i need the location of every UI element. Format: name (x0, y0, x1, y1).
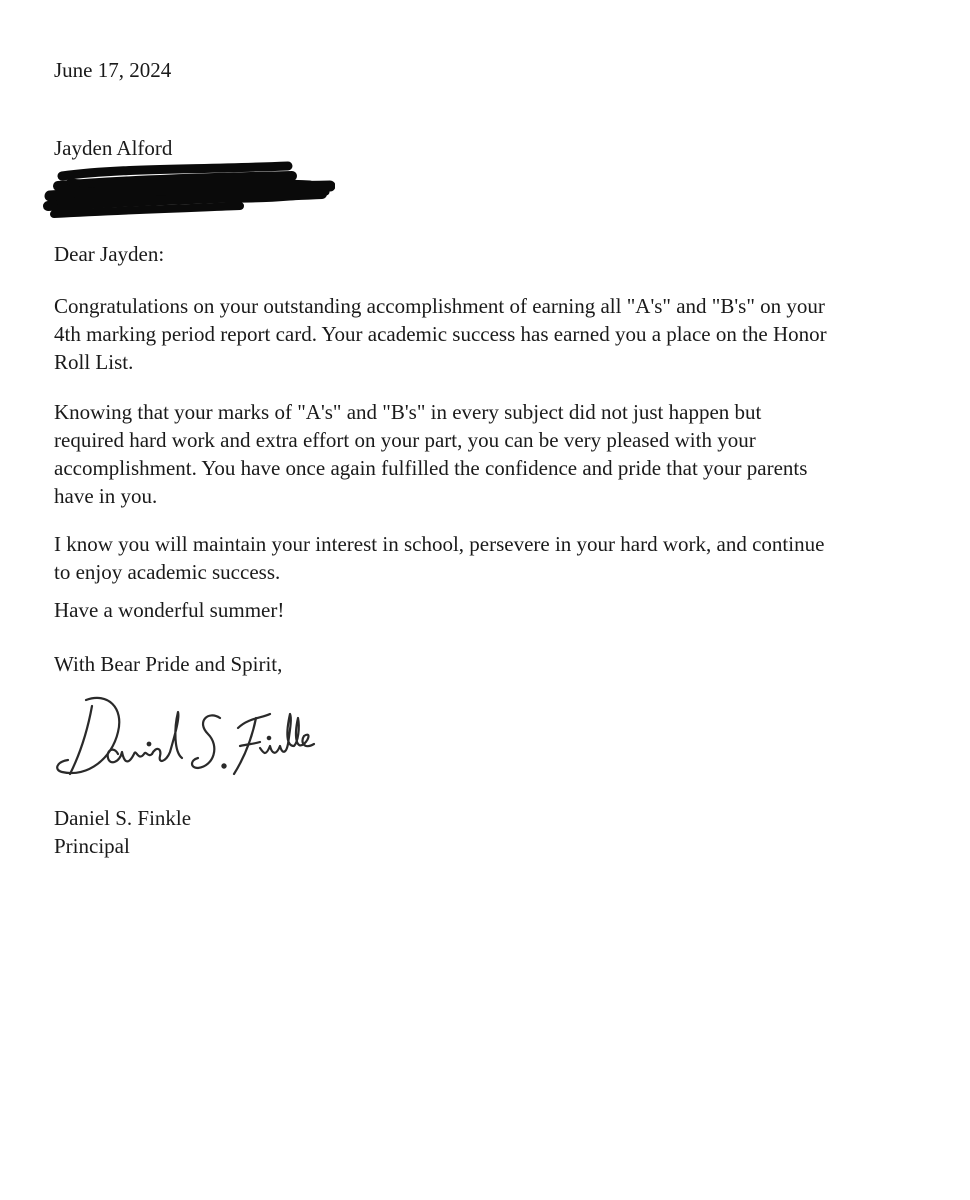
salutation: Dear Jayden: (54, 242, 165, 266)
paragraph-encouragement (54, 530, 934, 586)
paragraph-congratulations (54, 292, 934, 376)
paragraph-line: accomplishment. You have once again fulfilled the confidence and pride that your parents (54, 456, 808, 480)
paragraph-line: Knowing that your marks of "A's" and "B's" in every subject did not just happen but (54, 400, 762, 424)
paragraph-line: I know you will maintain your interest in school, persevere in your hard work, and continue (54, 532, 825, 556)
paragraph-line: to enjoy academic success. (54, 560, 281, 584)
paragraph-line: Congratulations on your outstanding accomplishment of earning all "A's" and "B's" on your (54, 294, 825, 318)
handwritten-signature (48, 688, 318, 788)
redacted-address-scribble (40, 156, 335, 224)
closing-line: With Bear Pride and Spirit, (54, 652, 283, 676)
signer-title: Principal (54, 834, 130, 858)
letter-date: June 17, 2024 (54, 58, 172, 82)
paragraph-line: Roll List. (54, 350, 134, 374)
paragraph-line: 4th marking period report card. Your academic success has earned you a place on the Honor (54, 322, 827, 346)
paragraph-line: have in you. (54, 484, 158, 508)
paragraph-line: required hard work and extra effort on your part, you can be very pleased with your (54, 428, 756, 452)
farewell-line: Have a wonderful summer! (54, 598, 285, 622)
paragraph-hard-work (54, 398, 934, 510)
recipient-name: Jayden Alford (54, 136, 173, 160)
signer-name: Daniel S. Finkle (54, 806, 192, 830)
